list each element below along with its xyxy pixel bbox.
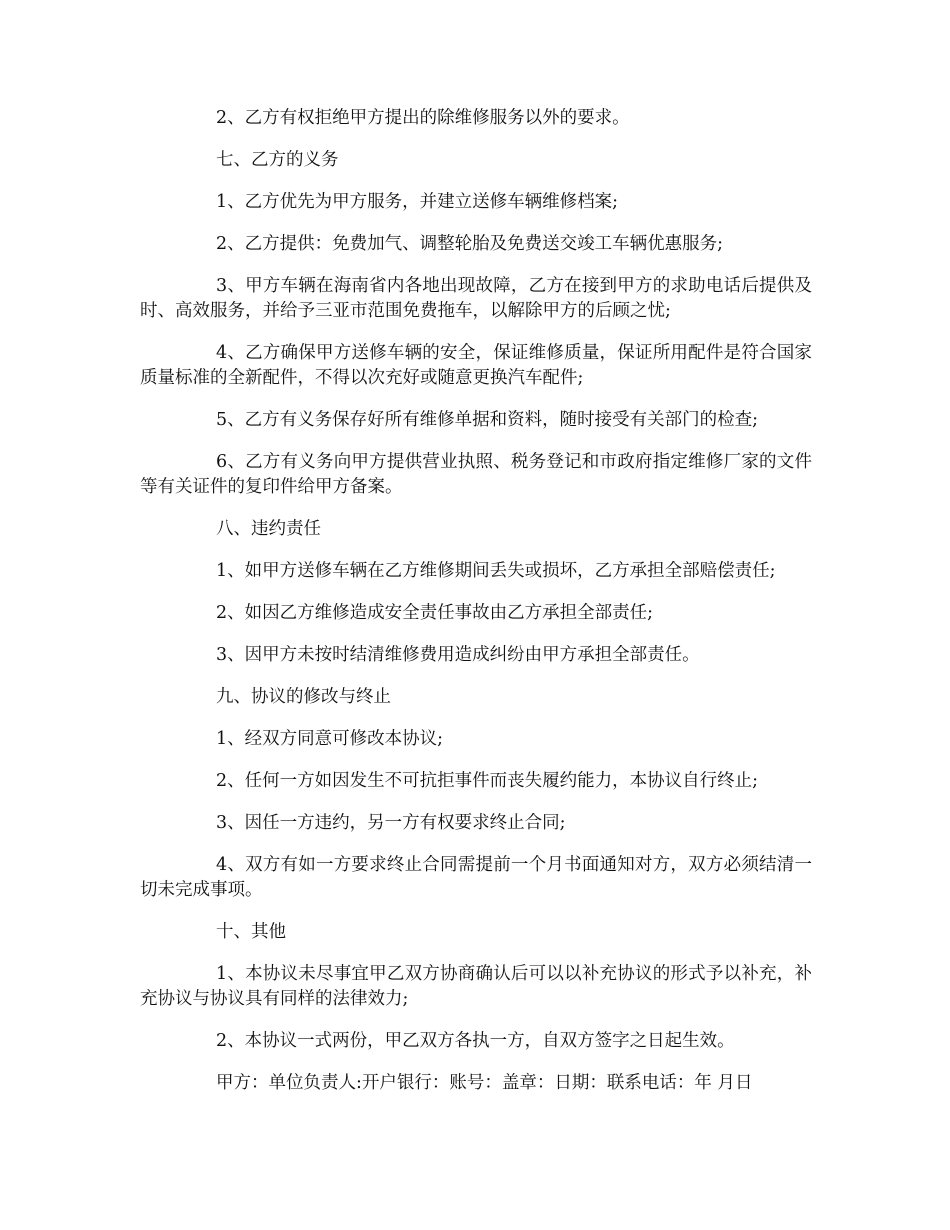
section-heading-10: 十、其他 — [216, 922, 286, 942]
clause-7-1: 1、乙方优先为甲方服务，并建立送修车辆维修档案; — [216, 192, 619, 212]
section-heading-7: 七、乙方的义务 — [216, 150, 339, 170]
clause-10-2: 2、本协议一式两份，甲乙双方各执一方，自双方签字之日起生效。 — [216, 1031, 735, 1051]
clause-8-2: 2、如因乙方维修造成安全责任事故由乙方承担全部责任; — [216, 603, 654, 623]
clause-9-4: 4、双方有如一方要求终止合同需提前一个月书面通知对方，双方必须结清一切未完成事项。 — [140, 855, 812, 900]
clause-7-2: 2、乙方提供：免费加气、调整轮胎及免费送交竣工车辆优惠服务; — [216, 234, 724, 254]
clause-7-3: 3、甲方车辆在海南省内各地出现故障，乙方在接到甲方的求助电话后提供及时、高效服务，并给予三亚市范围免费拖车，以解除甲方的后顾之忧; — [140, 276, 812, 321]
document-body — [140, 106, 812, 1113]
clause-8-1: 1、如甲方送修车辆在乙方维修期间丢失或损坏，乙方承担全部赔偿责任; — [216, 561, 776, 581]
clause-9-2: 2、任何一方如因发生不可抗拒事件而丧失履约能力，本协议自行终止; — [216, 771, 759, 791]
clause-9-3: 3、因任一方违约，另一方有权要求终止合同; — [216, 813, 566, 833]
clause-7-4: 4、乙方确保甲方送修车辆的安全，保证维修质量，保证所用配件是符合国家质量标准的全新配件，不得以次充好或随意更换汽车配件; — [140, 343, 812, 388]
section-heading-8: 八、违约责任 — [216, 519, 321, 539]
clause-8-3: 3、因甲方未按时结清维修费用造成纠纷由甲方承担全部责任。 — [216, 645, 700, 665]
signature-line: 甲方：单位负责人:开户银行：账号：盖章：日期：联系电话：年 月日 — [216, 1073, 753, 1093]
section-heading-9: 九、协议的修改与终止 — [216, 687, 391, 707]
clause-6-2: 2、乙方有权拒绝甲方提出的除维修服务以外的要求。 — [216, 108, 630, 128]
clause-7-5: 5、乙方有义务保存好所有维修单据和资料，随时接受有关部门的检查; — [216, 410, 759, 430]
clause-9-1: 1、经双方同意可修改本协议; — [216, 729, 444, 749]
clause-7-6: 6、乙方有义务向甲方提供营业执照、税务登记和市政府指定维修厂家的文件等有关证件的复印件给甲方备案。 — [140, 452, 812, 497]
clause-10-1: 1、本协议未尽事宜甲乙双方协商确认后可以以补充协议的形式予以补充，补充协议与协议具有同样的法律效力; — [140, 964, 812, 1009]
